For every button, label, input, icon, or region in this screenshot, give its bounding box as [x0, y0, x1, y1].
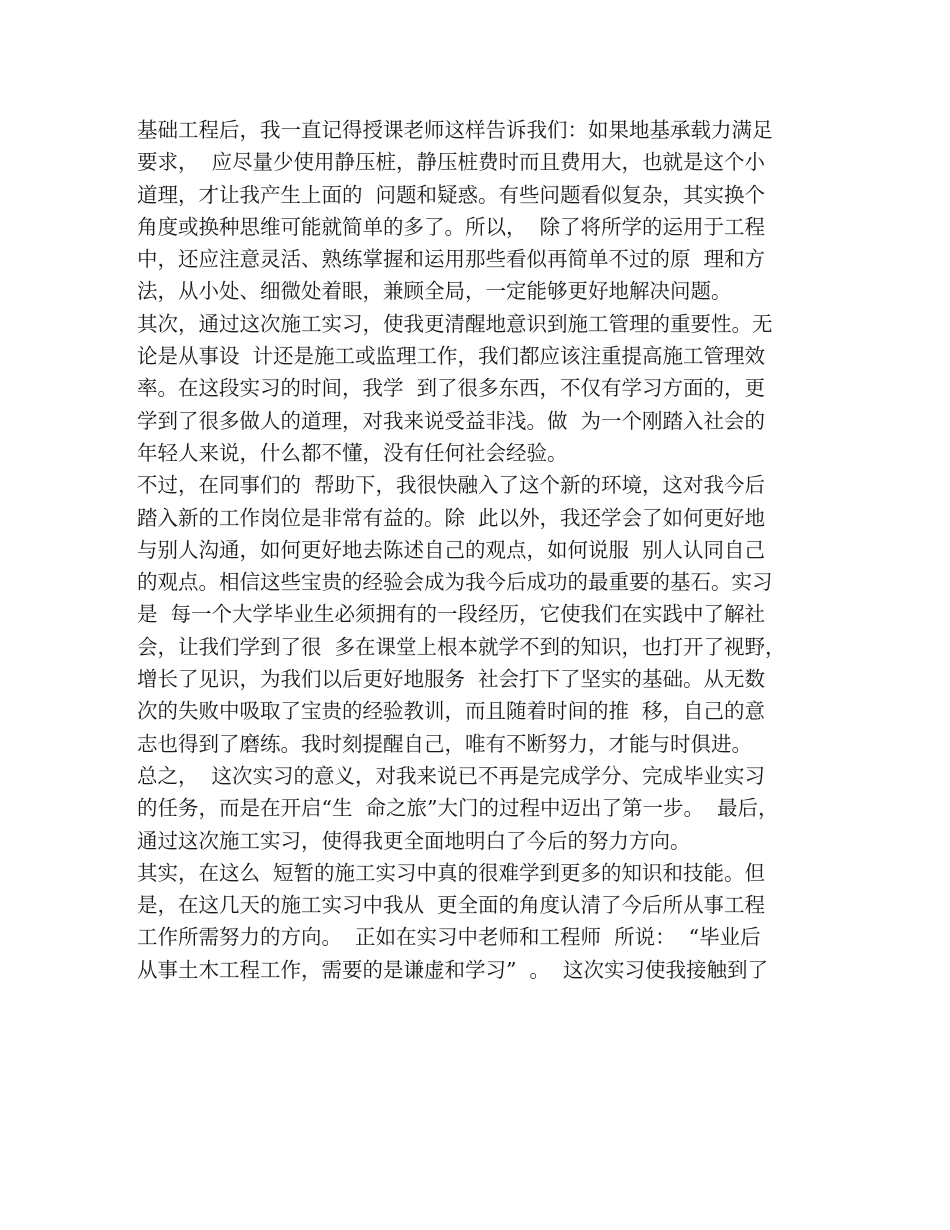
text-line: 通过这次施工实习，使得我更全面地明白了今后的努力方向。 — [137, 828, 691, 853]
text-line: 会，让我们学到了很 多在课堂上根本就学不到的知识，也打开了视野， — [137, 634, 786, 659]
text-line: 角度或换种思维可能就简单的多了。所以， 除了将所学的运用于工程 — [137, 214, 766, 239]
text-line: 中，还应注意灵活、熟练掌握和运用那些看似再简单不过的原 理和方 — [137, 247, 766, 272]
text-line: 总之， 这次实习的意义，对我来说已不再是完成学分、完成毕业实习 — [137, 763, 766, 788]
text-line: 其次，通过这次施工实习，使我更清醒地意识到施工管理的重要性。无 — [137, 311, 773, 336]
text-line: 论是从事设 计还是施工或监理工作，我们都应该注重提高施工管理效 — [137, 344, 766, 369]
text-line: 的观点。相信这些宝贵的经验会成为我今后成功的最重要的基石。实习 — [137, 570, 773, 595]
document-body — [137, 114, 827, 986]
text-line: 的任务，而是在开启“生 命之旅”大门的过程中迈出了第一步。 最后， — [137, 796, 779, 821]
text-line: 从事土木工程工作，需要的是谦虚和学习” 。 这次实习使我接触到了 — [137, 957, 769, 982]
text-line: 志也得到了磨练。我时刻提醒自己，唯有不断努力，才能与时俱进。 — [137, 731, 752, 756]
text-line: 法，从小处、细微处着眼，兼顾全局，一定能够更好地解决问题。 — [137, 279, 732, 304]
text-line: 其实，在这么 短暂的施工实习中真的很难学到更多的知识和技能。但 — [137, 860, 766, 885]
text-line: 道理，才让我产生上面的 问题和疑惑。有些问题看似复杂，其实换个 — [137, 182, 766, 207]
text-line: 是，在这几天的施工实习中我从 更全面的角度认清了今后所从事工程 — [137, 893, 766, 918]
text-line: 是 每一个大学毕业生必须拥有的一段经历，它使我们在实践中了解社 — [137, 602, 766, 627]
text-line: 学到了很多做人的道理，对我来说受益非浅。做 为一个刚踏入社会的 — [137, 408, 766, 433]
text-line: 与别人沟通，如何更好地去陈述自己的观点，如何说服 别人认同自己 — [137, 537, 766, 562]
text-line: 不过，在同事们的 帮助下，我很快融入了这个新的环境，这对我今后 — [137, 473, 766, 498]
text-line: 基础工程后，我一直记得授课老师这样告诉我们：如果地基承载力满足 — [137, 118, 773, 142]
text-line: 次的失败中吸取了宝贵的经验教训，而且随着时间的推 移，自己的意 — [137, 699, 766, 724]
text-line: 工作所需努力的方向。 正如在实习中老师和工程师 所说： “毕业后 — [137, 925, 761, 950]
text-line: 增长了见识，为我们以后更好地服务 社会打下了坚实的基础。从无数 — [137, 667, 766, 692]
text-line: 率。在这段实习的时间，我学 到了很多东西，不仅有学习方面的，更 — [137, 376, 766, 401]
text-line: 要求， 应尽量少使用静压桩，静压桩费时而且费用大，也就是这个小 — [137, 150, 766, 175]
text-line: 年轻人来说，什么都不懂，没有任何社会经验。 — [137, 440, 568, 465]
text-line: 踏入新的工作岗位是非常有益的。除 此以外，我还学会了如何更好地 — [137, 505, 766, 530]
